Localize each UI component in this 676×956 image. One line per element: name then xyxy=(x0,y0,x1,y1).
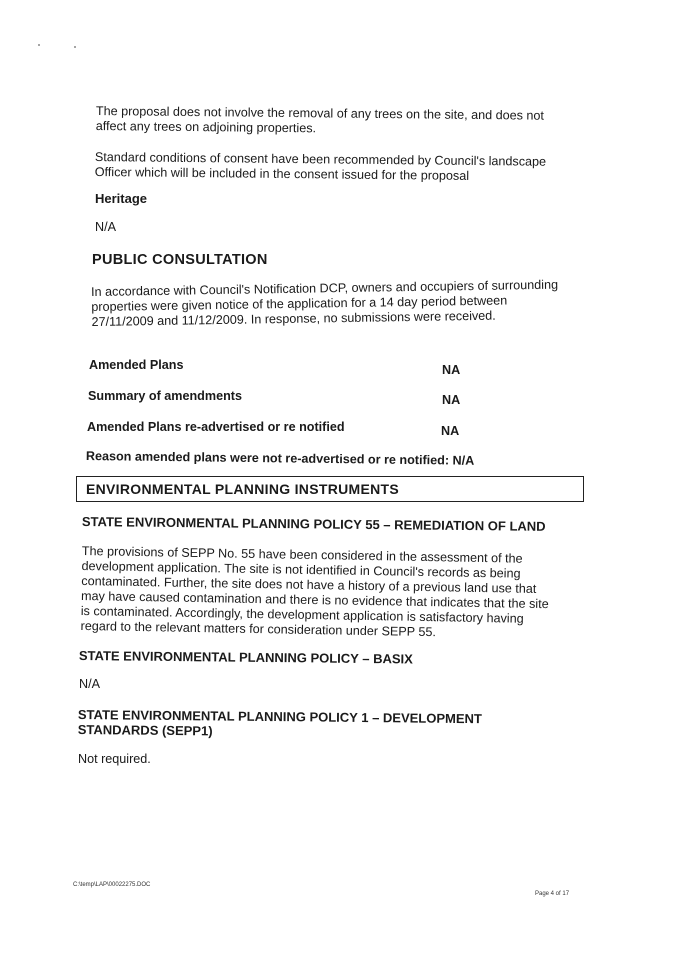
readvertised-value: NA xyxy=(441,424,460,438)
heritage-heading: Heritage xyxy=(95,191,148,206)
footer-page-number: Page 4 of 17 xyxy=(535,891,570,897)
scan-speck xyxy=(38,44,40,46)
amended-plans-value: NA xyxy=(442,363,461,377)
scan-speck xyxy=(74,46,76,48)
trees-paragraph: The proposal does not involve the removal of any trees on the site, and does not affect any trees on adjoining properties. xyxy=(95,104,545,136)
basix-heading: STATE ENVIRONMENTAL PLANNING POLICY – BASIX xyxy=(78,648,413,667)
basix-value: N/A xyxy=(79,677,100,691)
heritage-value: N/A xyxy=(95,220,116,234)
sepp1-value: Not required. xyxy=(78,752,151,766)
public-consultation-heading: PUBLIC CONSULTATION xyxy=(92,252,268,268)
summary-amendments-label: Summary of amendments xyxy=(88,389,242,403)
amended-plans-label: Amended Plans xyxy=(89,358,184,372)
reason-line: Reason amended plans were not re-advertised or re notified: N/A xyxy=(85,449,475,468)
sepp55-heading: STATE ENVIRONMENTAL PLANNING POLICY 55 – REMEDIATION OF LAND xyxy=(81,514,546,534)
epi-heading: ENVIRONMENTAL PLANNING INSTRUMENTS xyxy=(86,481,400,497)
footer-file-path: C:\temp\LAP\00022275.DOC xyxy=(73,882,151,888)
summary-amendments-value: NA xyxy=(442,393,461,407)
sepp55-body: The provisions of SEPP No. 55 have been considered in the assessment of the development application. The site is not identified in Council's records as being contaminated. Further, the site does not have a history of a previous land use that may have caused contamination and there is no evidence that indicates that the site is contaminated. Accordingly, the development application is satisfactory having regard to the relevant matters for consideration under SEPP 55. xyxy=(80,544,549,640)
sepp1-heading: STATE ENVIRONMENTAL PLANNING POLICY 1 – DEVELOPMENT STANDARDS (SEPP1) xyxy=(77,707,482,739)
readvertised-label: Amended Plans re-advertised or re notified xyxy=(87,420,345,434)
landscape-paragraph: Standard conditions of consent have been recommended by Council's landscape Officer which will be included in the consent issued for the proposal xyxy=(94,150,547,183)
public-consultation-body: In accordance with Council's Notification DCP, owners and occupiers of surrounding properties were given notice of the application for a 14 day period between 27/11/2009 and 11/12/2009. In response, no submissions were received. xyxy=(91,277,559,329)
